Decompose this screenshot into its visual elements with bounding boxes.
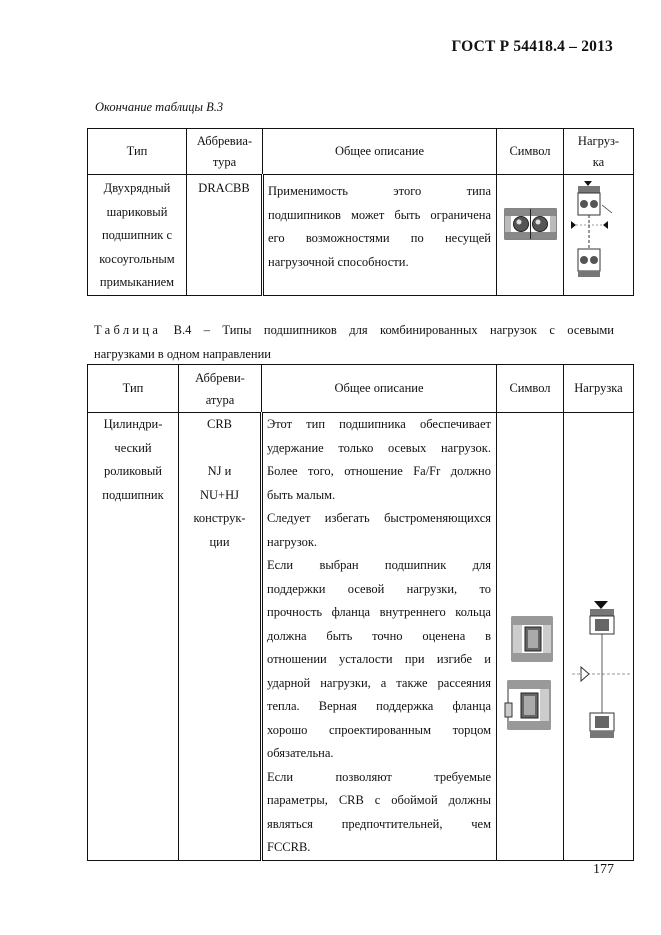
description-line: Если позволяют требуемые	[267, 769, 491, 784]
cell-abbr: DRACBB	[187, 175, 263, 296]
col-header-abbr: Аббреви- атура	[179, 365, 262, 413]
cylindrical-roller-bearing-symbol	[497, 413, 564, 851]
col-header-symbol: Символ	[497, 365, 564, 413]
table-b4	[87, 364, 634, 861]
description-line: Следует избегать быстроменяющихся	[267, 511, 491, 525]
cell-symbol	[497, 413, 564, 861]
col-header-type: Тип	[88, 365, 179, 413]
table-b4-caption	[94, 318, 614, 366]
description-line: хорошо спроектированным торцом	[267, 722, 491, 737]
cell-type: Двухрядный шариковый подшипник с косоугольным примыканием	[88, 175, 187, 296]
col-header-abbr: Аббревиа- тура	[187, 129, 263, 175]
cell-load	[564, 413, 634, 861]
description-line: должна быть точно оценена в	[267, 628, 491, 643]
description-line: тепла. Верная поддержка фланца	[267, 699, 491, 713]
page-number: 177	[593, 862, 614, 877]
caption-line1: В.4 – Типы подшипников для комбинированных нагрузок с осевыми	[173, 323, 614, 337]
col-header-load: Нагруз- ка	[564, 129, 634, 175]
description-line: нагрузок.	[267, 534, 318, 549]
col-header-load: Нагрузка	[564, 365, 634, 413]
caption-label: Таблица	[94, 323, 162, 337]
load-diagram-b4	[564, 413, 634, 851]
col-header-description: Общее описание	[262, 365, 497, 413]
caption-line2: нагрузками в одном направлении	[94, 347, 271, 361]
document-header: ГОСТ Р 54418.4 – 2013	[451, 38, 613, 55]
description-line: являться предпочтительней, чем	[267, 816, 491, 831]
crb-upper	[512, 617, 552, 661]
col-header-type: Тип	[88, 129, 187, 175]
load-diagram-b3	[564, 175, 634, 293]
crb-lower	[505, 681, 550, 729]
description-line: удержание только осевых нагрузок.	[267, 440, 491, 455]
description-line: Этот тип подшипника обеспечивает	[267, 417, 491, 431]
description-line: прочность фланца внутреннего кольца	[267, 605, 491, 619]
description-line: ударной нагрузки, а также рассеяния	[267, 675, 491, 690]
cell-load	[564, 175, 634, 296]
cell-symbol	[497, 175, 564, 296]
table-continuation-label: Окончание таблицы В.3	[95, 100, 224, 114]
description-line: отношении усталости при изгибе и	[267, 652, 491, 666]
col-header-symbol: Символ	[497, 129, 564, 175]
table-b3	[87, 128, 634, 296]
description-line: Более того, отношение Fa/Fr должно	[267, 464, 491, 478]
cell-type: Цилиндри- ческий роликовый подшипник	[88, 413, 179, 861]
cell-description: Применимость этого типа подшипников может быть ограничена его возможностями по несущей нагрузочной способности.	[263, 175, 497, 296]
col-header-description: Общее описание	[263, 129, 497, 175]
description-line: FCCRB.	[267, 840, 311, 854]
cell-abbr: CRB NJ и NU+HJ конструк- ции	[179, 413, 262, 861]
description-line: параметры, CRB с обоймой должны	[267, 793, 491, 807]
double-row-ball-bearing-symbol	[497, 175, 564, 293]
description-line: обязательна.	[267, 746, 334, 760]
description-line: быть малым.	[267, 487, 336, 502]
description-line: Если выбран подшипник для	[267, 558, 491, 572]
cell-description	[262, 413, 497, 861]
description-line: поддержки осевой нагрузки, то	[267, 581, 491, 596]
